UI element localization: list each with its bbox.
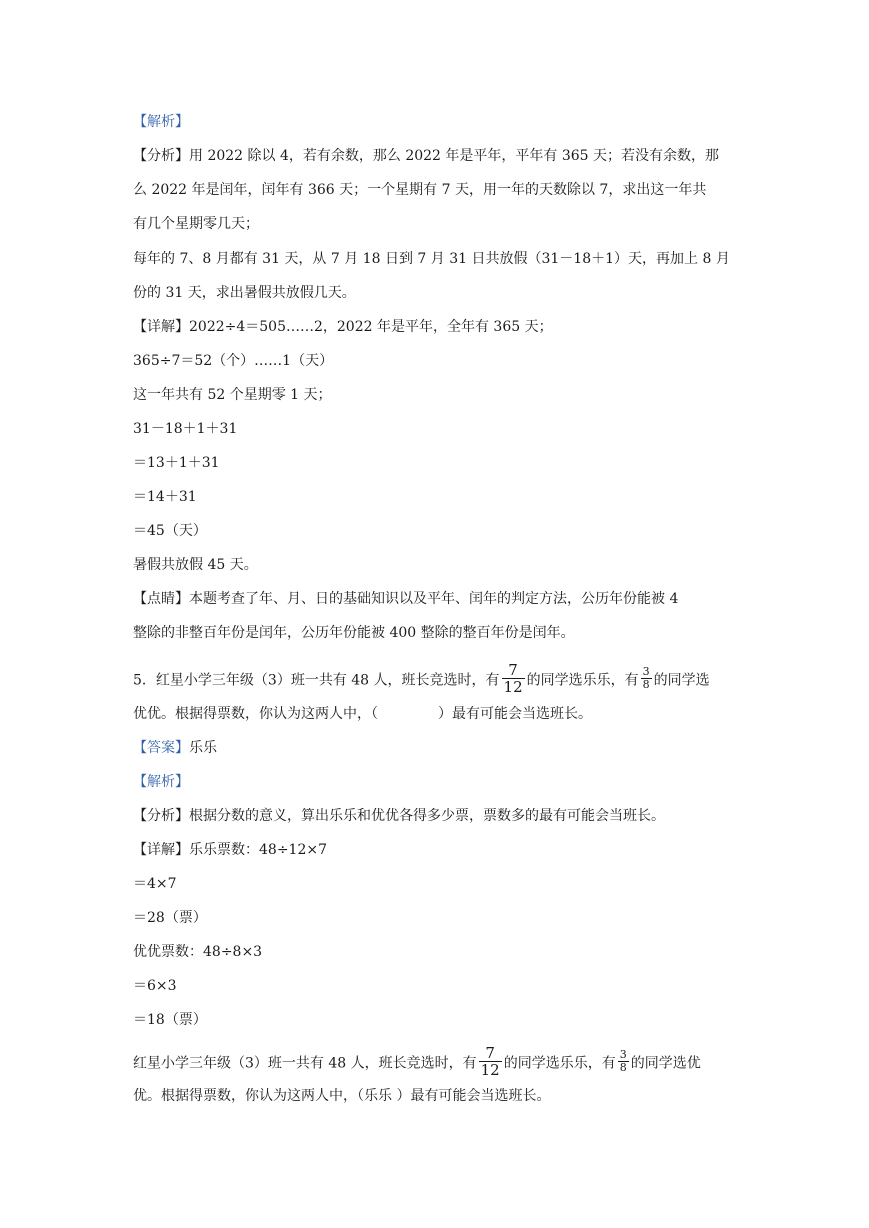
analysis-line <box>133 215 259 233</box>
line-text: 根据分数的意义，算出乐乐和优优各得多少票，票数多的最有可能会当班长。 <box>189 808 665 824</box>
analysis-heading <box>133 773 189 791</box>
analysis-line <box>133 807 665 825</box>
detail-line <box>133 420 237 438</box>
tag: 【解析】 <box>133 774 189 790</box>
line-text: ＝14＋31 <box>133 489 197 505</box>
answer-text: 乐乐 <box>189 740 217 756</box>
detail-line <box>133 943 262 961</box>
detail-line <box>133 488 197 506</box>
line-text: ＝18（票） <box>133 1012 207 1028</box>
question-text: ）最有可能会当选班长。 <box>438 706 592 722</box>
fraction-numerator: 7 <box>485 1044 495 1062</box>
line-text: 每年的 7、8 月都有 31 天，从 7 月 18 日到 7 月 31 日共放假（31－18＋1）天，再加上 8 月 <box>133 251 730 267</box>
tag: 【点睛】 <box>133 591 189 607</box>
line-text: 这一年共有 52 个星期零 1 天； <box>133 387 332 403</box>
detail-line <box>133 841 327 859</box>
line-text: 份的 31 天，求出暑假共放假几天。 <box>133 285 356 301</box>
final-text: 的同学选优 <box>630 1055 701 1072</box>
comment-line <box>133 624 575 642</box>
fraction-3-8 <box>618 1049 629 1074</box>
fraction-7-12 <box>502 662 525 695</box>
analysis-heading <box>133 113 189 131</box>
fraction-numerator: 3 <box>642 665 650 678</box>
fraction-denominator: 8 <box>619 1061 627 1074</box>
fraction-3-8 <box>641 666 652 691</box>
line-text: ＝45（天） <box>133 523 207 539</box>
line-text: ＝4×7 <box>133 876 177 892</box>
detail-line <box>133 556 258 574</box>
line-text: 暑假共放假 45 天。 <box>133 557 258 573</box>
line-text: 31－18＋1＋31 <box>133 421 238 437</box>
fraction-7-12 <box>479 1045 502 1078</box>
question-text: 优优。根据得票数，你认为这两人中，（ <box>133 706 378 722</box>
line-text: 本题考查了年、月、日的基础知识以及平年、闰年的判定方法，公历年份能被 4 <box>189 591 679 607</box>
tag: 【解析】 <box>133 114 189 130</box>
tag: 【详解】 <box>133 319 189 335</box>
line-text: 用 2022 除以 4，若有余数，那么 2022 年是平年，平年有 365 天；若没有余数，那 <box>189 148 720 164</box>
final-text: 优。根据得票数，你认为这两人中，（乐乐 ）最有可能会当选班长。 <box>133 1088 551 1104</box>
question-5-line1 <box>133 661 710 697</box>
final-line1 <box>133 1044 701 1080</box>
answer-tag: 【答案】 <box>133 740 189 756</box>
question-5-line2 <box>133 705 592 723</box>
fraction-numerator: 3 <box>619 1048 627 1061</box>
analysis-line <box>133 284 356 302</box>
analysis-line <box>133 250 730 268</box>
fraction-denominator: 12 <box>503 678 523 696</box>
line-text: 有几个星期零几天； <box>133 216 259 232</box>
analysis-line <box>133 147 719 165</box>
question-text: 的同学选乐乐，有 <box>526 672 639 689</box>
detail-line <box>133 352 333 370</box>
line-text: ＝28（票） <box>133 910 207 926</box>
final-text: 红星小学三年级（3）班一共有 48 人，班长竞选时，有 <box>133 1055 477 1072</box>
fraction-denominator: 8 <box>642 678 650 691</box>
detail-line <box>133 909 207 927</box>
line-text: 乐乐票数：48÷12×7 <box>189 842 327 858</box>
analysis-line <box>133 181 706 199</box>
final-text: 的同学选乐乐，有 <box>503 1055 616 1072</box>
final-line2 <box>133 1087 550 1105</box>
comment-line <box>133 590 678 608</box>
line-text: 整除的非整百年份是闰年，公历年份能被 400 整除的整百年份是闰年。 <box>133 625 575 641</box>
fraction-denominator: 12 <box>480 1061 500 1079</box>
detail-line <box>133 454 220 472</box>
line-text: ＝6×3 <box>133 978 177 994</box>
line-text: 么 2022 年是闰年，闰年有 366 天；一个星期有 7 天，用一年的天数除以 7，求出这一年共 <box>133 182 707 198</box>
detail-line <box>133 977 177 995</box>
detail-line <box>133 318 553 336</box>
question-text: 的同学选 <box>653 672 710 689</box>
fraction-numerator: 7 <box>508 661 518 679</box>
line-text: 2022÷4＝505……2，2022 年是平年，全年有 365 天； <box>189 319 553 335</box>
detail-line <box>133 386 332 404</box>
tag: 【详解】 <box>133 842 189 858</box>
tag: 【分析】 <box>133 148 189 164</box>
line-text: 365÷7＝52（个）……1（天） <box>133 353 334 369</box>
line-text: ＝13＋1＋31 <box>133 455 220 471</box>
detail-line <box>133 1011 207 1029</box>
detail-line <box>133 875 177 893</box>
answer-line <box>133 739 217 757</box>
line-text: 优优票数：48÷8×3 <box>133 944 263 960</box>
question-text: 5．红星小学三年级（3）班一共有 48 人，班长竞选时，有 <box>133 672 500 689</box>
detail-line <box>133 522 207 540</box>
tag: 【分析】 <box>133 808 189 824</box>
